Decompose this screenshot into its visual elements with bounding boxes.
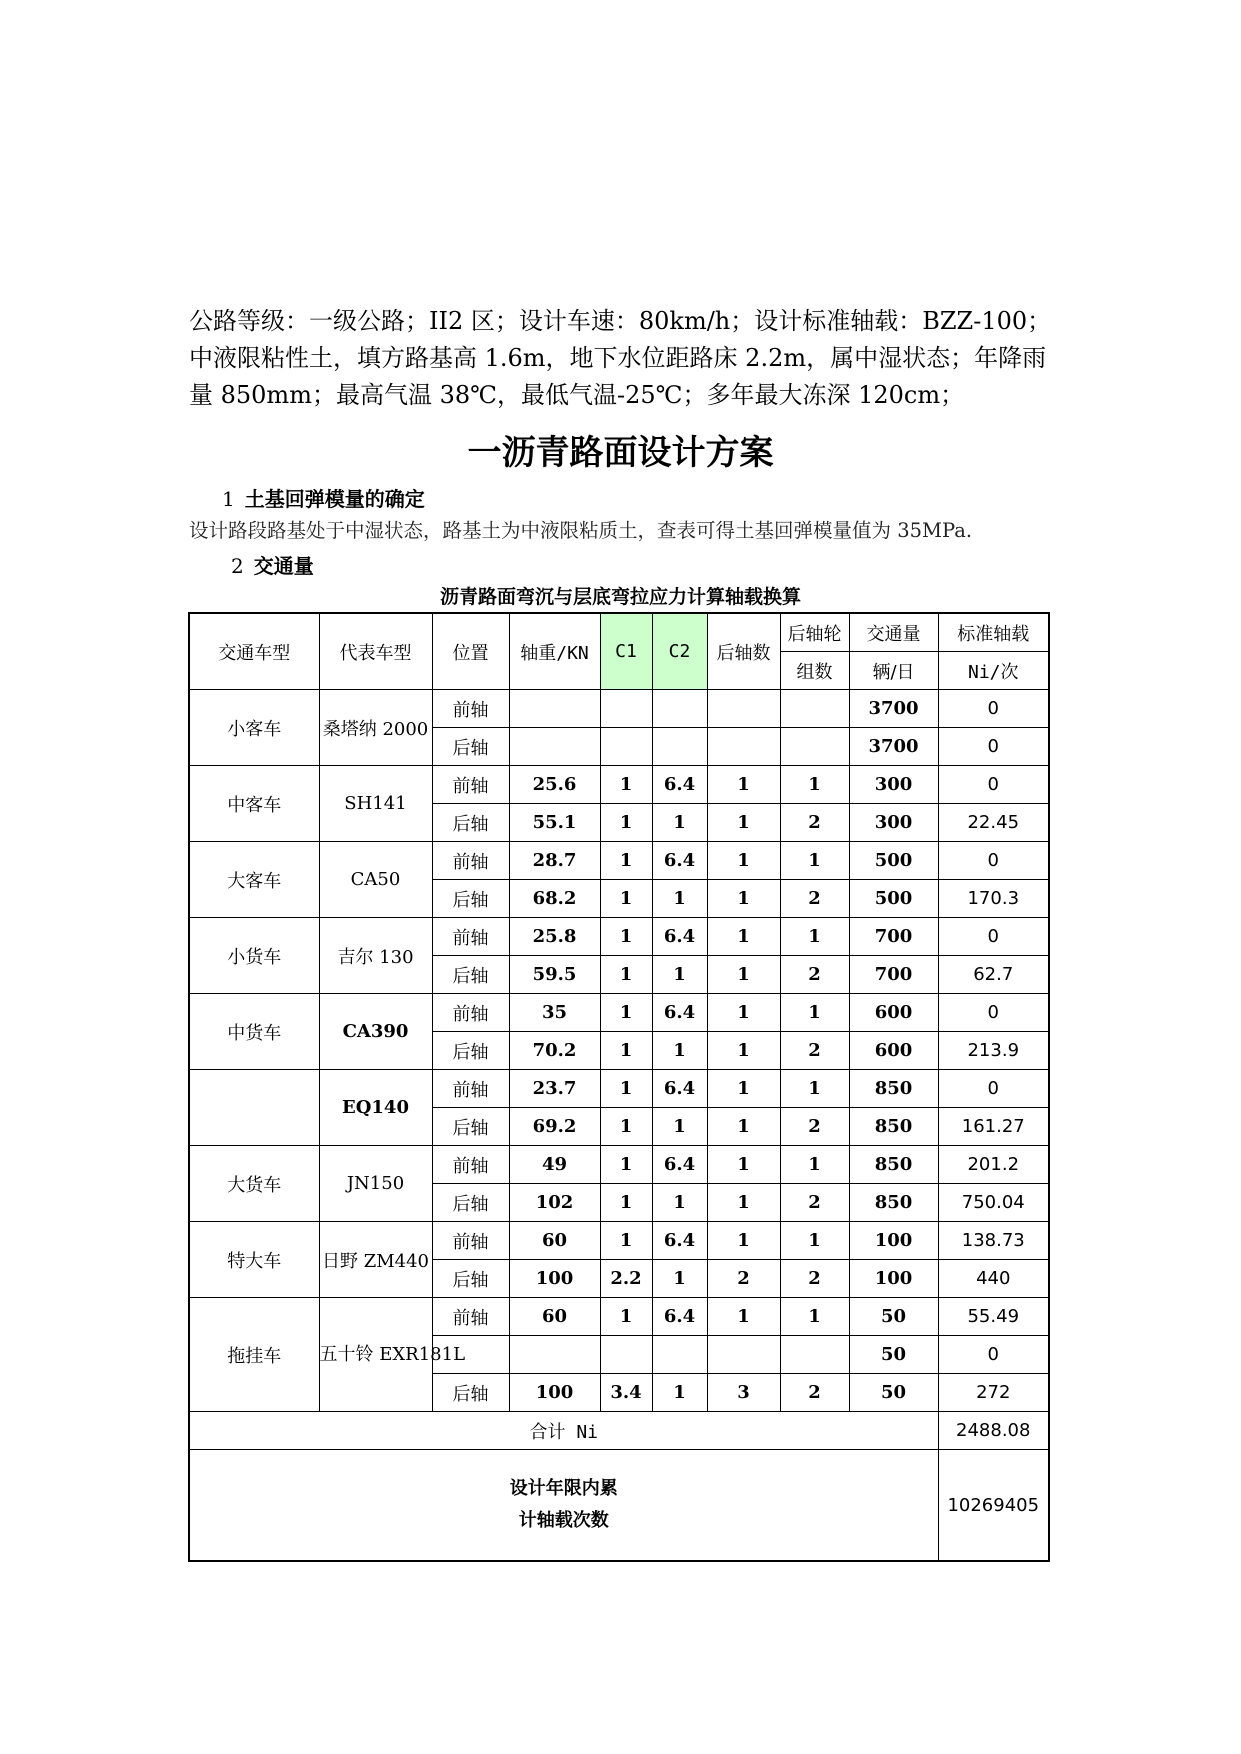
wheel-groups-cell: 1 bbox=[780, 842, 849, 880]
vehicle-type-cell bbox=[189, 1070, 319, 1146]
wheel-groups-cell: 2 bbox=[780, 956, 849, 994]
axle-weight-cell: 28.7 bbox=[509, 842, 600, 880]
c1-cell: 1 bbox=[600, 880, 652, 918]
c2-cell: 1 bbox=[652, 1108, 707, 1146]
model-cell: SH141 bbox=[319, 766, 432, 842]
col-header-traffic-bottom: 辆/日 bbox=[849, 652, 938, 690]
wheel-groups-cell: 1 bbox=[780, 1070, 849, 1108]
traffic-cell: 850 bbox=[849, 1108, 938, 1146]
col-header-wheel-groups-top: 后轴轮 bbox=[780, 613, 849, 652]
position-cell: 后轴 bbox=[432, 728, 509, 766]
wheel-groups-cell: 2 bbox=[780, 1184, 849, 1222]
section-2-title: 交通量 bbox=[253, 554, 314, 578]
c2-cell bbox=[652, 728, 707, 766]
wheel-groups-cell bbox=[780, 690, 849, 728]
col-header-c1: C1 bbox=[600, 613, 652, 690]
c2-cell: 1 bbox=[652, 1184, 707, 1222]
rear-axles-cell bbox=[707, 690, 780, 728]
wheel-groups-cell: 1 bbox=[780, 918, 849, 956]
rear-axles-cell: 1 bbox=[707, 842, 780, 880]
total-label bbox=[189, 1450, 938, 1562]
wheel-groups-cell: 1 bbox=[780, 766, 849, 804]
wheel-groups-cell: 1 bbox=[780, 1298, 849, 1336]
c2-cell: 6.4 bbox=[652, 842, 707, 880]
traffic-cell: 600 bbox=[849, 994, 938, 1032]
position-cell: 后轴 bbox=[432, 880, 509, 918]
position-cell: 前轴 bbox=[432, 842, 509, 880]
traffic-cell: 500 bbox=[849, 842, 938, 880]
traffic-cell: 50 bbox=[849, 1298, 938, 1336]
traffic-cell: 3700 bbox=[849, 690, 938, 728]
c1-cell: 1 bbox=[600, 1298, 652, 1336]
c1-cell bbox=[600, 728, 652, 766]
axle-weight-cell: 55.1 bbox=[509, 804, 600, 842]
axle-load-table bbox=[188, 612, 1050, 1562]
traffic-cell: 500 bbox=[849, 880, 938, 918]
c1-cell bbox=[600, 690, 652, 728]
c1-cell: 3.4 bbox=[600, 1374, 652, 1412]
position-cell: 前轴 bbox=[432, 766, 509, 804]
wheel-groups-cell: 2 bbox=[780, 1260, 849, 1298]
table-row bbox=[189, 766, 1049, 804]
table-row bbox=[189, 1298, 1049, 1336]
axle-weight-cell: 35 bbox=[509, 994, 600, 1032]
standard-load-cell: 170.3 bbox=[938, 880, 1049, 918]
model-cell: 桑塔纳 2000 bbox=[319, 690, 432, 766]
standard-load-cell: 161.27 bbox=[938, 1108, 1049, 1146]
c1-cell: 1 bbox=[600, 842, 652, 880]
position-cell: 后轴 bbox=[432, 956, 509, 994]
col-header-rear-axles: 后轴数 bbox=[707, 613, 780, 690]
total-value: 10269405 bbox=[938, 1450, 1049, 1562]
standard-load-cell: 0 bbox=[938, 842, 1049, 880]
section-1-number: 1 bbox=[222, 487, 235, 511]
c1-cell: 1 bbox=[600, 1032, 652, 1070]
vehicle-type-cell: 特大车 bbox=[189, 1222, 319, 1298]
rear-axles-cell: 1 bbox=[707, 1070, 780, 1108]
axle-weight-cell: 69.2 bbox=[509, 1108, 600, 1146]
vehicle-type-cell: 中货车 bbox=[189, 994, 319, 1070]
standard-load-cell: 0 bbox=[938, 1070, 1049, 1108]
table-body bbox=[189, 613, 1049, 1412]
position-cell: 前轴 bbox=[432, 1222, 509, 1260]
standard-load-cell: 750.04 bbox=[938, 1184, 1049, 1222]
axle-weight-cell: 70.2 bbox=[509, 1032, 600, 1070]
position-cell: 后轴 bbox=[432, 1184, 509, 1222]
intro-line-1: 公路等级：一级公路；II2 区；设计车速：80km/h；设计标准轴载：BZZ-100； bbox=[189, 307, 1052, 335]
table-row bbox=[189, 1222, 1049, 1260]
c1-cell: 2.2 bbox=[600, 1260, 652, 1298]
standard-load-cell: 0 bbox=[938, 918, 1049, 956]
col-header-position: 位置 bbox=[432, 613, 509, 690]
rear-axles-cell: 1 bbox=[707, 918, 780, 956]
sum-row bbox=[189, 1412, 1049, 1450]
c2-cell: 1 bbox=[652, 956, 707, 994]
c2-cell bbox=[652, 690, 707, 728]
rear-axles-cell: 1 bbox=[707, 1184, 780, 1222]
axle-weight-cell: 25.8 bbox=[509, 918, 600, 956]
c2-cell: 1 bbox=[652, 1374, 707, 1412]
rear-axles-cell: 1 bbox=[707, 880, 780, 918]
col-header-wheel-groups-bottom: 组数 bbox=[780, 652, 849, 690]
c2-cell: 6.4 bbox=[652, 1146, 707, 1184]
traffic-cell: 300 bbox=[849, 804, 938, 842]
axle-weight-cell: 25.6 bbox=[509, 766, 600, 804]
wheel-groups-cell bbox=[780, 1336, 849, 1374]
traffic-cell: 600 bbox=[849, 1032, 938, 1070]
c1-cell: 1 bbox=[600, 956, 652, 994]
axle-weight-cell bbox=[509, 690, 600, 728]
wheel-groups-cell: 1 bbox=[780, 1222, 849, 1260]
header-row bbox=[189, 613, 1049, 652]
axle-weight-cell: 60 bbox=[509, 1222, 600, 1260]
rear-axles-cell: 1 bbox=[707, 956, 780, 994]
table-row bbox=[189, 1070, 1049, 1108]
table-row bbox=[189, 1146, 1049, 1184]
standard-load-cell: 22.45 bbox=[938, 804, 1049, 842]
vehicle-type-cell: 小货车 bbox=[189, 918, 319, 994]
rear-axles-cell: 3 bbox=[707, 1374, 780, 1412]
traffic-cell: 100 bbox=[849, 1222, 938, 1260]
vehicle-type-cell: 小客车 bbox=[189, 690, 319, 766]
c1-cell: 1 bbox=[600, 1070, 652, 1108]
rear-axles-cell: 2 bbox=[707, 1260, 780, 1298]
standard-load-cell: 0 bbox=[938, 690, 1049, 728]
axle-weight-cell bbox=[509, 1336, 600, 1374]
traffic-cell: 700 bbox=[849, 956, 938, 994]
standard-load-cell: 440 bbox=[938, 1260, 1049, 1298]
rear-axles-cell: 1 bbox=[707, 804, 780, 842]
c1-cell: 1 bbox=[600, 804, 652, 842]
position-cell: 后轴 bbox=[432, 1374, 509, 1412]
position-cell: 前轴 bbox=[432, 1070, 509, 1108]
model-cell: CA390 bbox=[319, 994, 432, 1070]
standard-load-cell: 0 bbox=[938, 1336, 1049, 1374]
standard-load-cell: 0 bbox=[938, 728, 1049, 766]
model-cell: JN150 bbox=[319, 1146, 432, 1222]
c2-cell: 6.4 bbox=[652, 918, 707, 956]
wheel-groups-cell: 2 bbox=[780, 1374, 849, 1412]
section-2-heading bbox=[231, 550, 314, 579]
model-cell: 五十铃 EXR181L bbox=[319, 1298, 432, 1412]
rear-axles-cell bbox=[707, 728, 780, 766]
position-cell: 后轴 bbox=[432, 1032, 509, 1070]
vehicle-type-cell: 中客车 bbox=[189, 766, 319, 842]
table-row bbox=[189, 690, 1049, 728]
wheel-groups-cell: 2 bbox=[780, 1108, 849, 1146]
standard-load-cell: 272 bbox=[938, 1374, 1049, 1412]
wheel-groups-cell: 2 bbox=[780, 804, 849, 842]
rear-axles-cell: 1 bbox=[707, 1146, 780, 1184]
standard-load-cell: 0 bbox=[938, 766, 1049, 804]
table-row bbox=[189, 842, 1049, 880]
axle-weight-cell: 49 bbox=[509, 1146, 600, 1184]
model-cell: EQ140 bbox=[319, 1070, 432, 1146]
total-row bbox=[189, 1450, 1049, 1562]
traffic-cell: 50 bbox=[849, 1336, 938, 1374]
position-cell: 前轴 bbox=[432, 994, 509, 1032]
axle-weight-cell: 23.7 bbox=[509, 1070, 600, 1108]
sum-value: 2488.08 bbox=[938, 1412, 1049, 1450]
traffic-cell: 850 bbox=[849, 1146, 938, 1184]
c2-cell: 1 bbox=[652, 1260, 707, 1298]
traffic-cell: 700 bbox=[849, 918, 938, 956]
sum-label: 合计 Ni bbox=[189, 1412, 938, 1450]
col-header-standard-load-bottom: Ni/次 bbox=[938, 652, 1049, 690]
table-row bbox=[189, 918, 1049, 956]
c2-cell: 6.4 bbox=[652, 1298, 707, 1336]
vehicle-type-cell: 大客车 bbox=[189, 842, 319, 918]
project-conditions bbox=[189, 303, 1061, 414]
position-cell: 后轴 bbox=[432, 1108, 509, 1146]
vehicle-type-cell: 拖挂车 bbox=[189, 1298, 319, 1412]
c1-cell: 1 bbox=[600, 994, 652, 1032]
traffic-cell: 50 bbox=[849, 1374, 938, 1412]
rear-axles-cell: 1 bbox=[707, 1298, 780, 1336]
axle-weight-cell: 100 bbox=[509, 1374, 600, 1412]
standard-load-cell: 0 bbox=[938, 994, 1049, 1032]
wheel-groups-cell: 1 bbox=[780, 994, 849, 1032]
axle-weight-cell: 68.2 bbox=[509, 880, 600, 918]
c2-cell: 6.4 bbox=[652, 1222, 707, 1260]
model-cell: 吉尔 130 bbox=[319, 918, 432, 994]
position-cell: 前轴 bbox=[432, 1298, 509, 1336]
section-2-number: 2 bbox=[231, 554, 244, 578]
col-header-model: 代表车型 bbox=[319, 613, 432, 690]
wheel-groups-cell: 2 bbox=[780, 1032, 849, 1070]
position-cell: 前轴 bbox=[432, 690, 509, 728]
col-header-axle-weight: 轴重/KN bbox=[509, 613, 600, 690]
total-label-line-2: 计轴载次数 bbox=[518, 1510, 609, 1531]
axle-weight-cell bbox=[509, 728, 600, 766]
c2-cell: 1 bbox=[652, 804, 707, 842]
axle-weight-cell: 60 bbox=[509, 1298, 600, 1336]
section-1-heading bbox=[222, 483, 425, 512]
position-cell: 后轴 bbox=[432, 804, 509, 842]
intro-line-2: 中液限粘性土，填方路基高 1.6m，地下水位距路床 2.2m，属中湿状态；年降雨 bbox=[189, 344, 1047, 372]
rear-axles-cell: 1 bbox=[707, 766, 780, 804]
intro-line-3: 量 850mm；最高气温 38℃，最低气温-25℃；多年最大冻深 120cm； bbox=[189, 381, 965, 409]
axle-weight-cell: 59.5 bbox=[509, 956, 600, 994]
document-title: 一沥青路面设计方案 bbox=[467, 433, 774, 473]
c1-cell bbox=[600, 1336, 652, 1374]
c2-cell: 1 bbox=[652, 1032, 707, 1070]
col-header-standard-load-top: 标准轴载 bbox=[938, 613, 1049, 652]
c2-cell: 1 bbox=[652, 880, 707, 918]
c2-cell bbox=[652, 1336, 707, 1374]
col-header-traffic-top: 交通量 bbox=[849, 613, 938, 652]
model-cell: 日野 ZM440 bbox=[319, 1222, 432, 1298]
wheel-groups-cell: 2 bbox=[780, 880, 849, 918]
c2-cell: 6.4 bbox=[652, 994, 707, 1032]
col-header-type: 交通车型 bbox=[189, 613, 319, 690]
rear-axles-cell: 1 bbox=[707, 994, 780, 1032]
model-cell: CA50 bbox=[319, 842, 432, 918]
section-1-text: 设计路段路基处于中湿状态，路基土为中液限粘质土，查表可得土基回弹模量值为 35MPa. bbox=[189, 519, 973, 542]
position-cell: 后轴 bbox=[432, 1260, 509, 1298]
c2-cell: 6.4 bbox=[652, 1070, 707, 1108]
standard-load-cell: 138.73 bbox=[938, 1222, 1049, 1260]
table-footer bbox=[189, 1412, 1049, 1562]
table-row bbox=[189, 994, 1049, 1032]
traffic-cell: 100 bbox=[849, 1260, 938, 1298]
rear-axles-cell: 1 bbox=[707, 1108, 780, 1146]
c1-cell: 1 bbox=[600, 1184, 652, 1222]
section-1-title: 土基回弹模量的确定 bbox=[244, 487, 425, 511]
position-cell: 前轴 bbox=[432, 1146, 509, 1184]
wheel-groups-cell: 1 bbox=[780, 1146, 849, 1184]
c1-cell: 1 bbox=[600, 766, 652, 804]
c1-cell: 1 bbox=[600, 1146, 652, 1184]
vehicle-type-cell: 大货车 bbox=[189, 1146, 319, 1222]
position-cell: 前轴 bbox=[432, 918, 509, 956]
rear-axles-cell: 1 bbox=[707, 1222, 780, 1260]
standard-load-cell: 213.9 bbox=[938, 1032, 1049, 1070]
traffic-cell: 300 bbox=[849, 766, 938, 804]
wheel-groups-cell bbox=[780, 728, 849, 766]
axle-weight-cell: 100 bbox=[509, 1260, 600, 1298]
col-header-c2: C2 bbox=[652, 613, 707, 690]
rear-axles-cell: 1 bbox=[707, 1032, 780, 1070]
standard-load-cell: 201.2 bbox=[938, 1146, 1049, 1184]
c1-cell: 1 bbox=[600, 1222, 652, 1260]
traffic-cell: 850 bbox=[849, 1184, 938, 1222]
traffic-cell: 850 bbox=[849, 1070, 938, 1108]
traffic-cell: 3700 bbox=[849, 728, 938, 766]
total-label-line-1: 设计年限内累 bbox=[509, 1478, 618, 1499]
rear-axles-cell bbox=[707, 1336, 780, 1374]
c2-cell: 6.4 bbox=[652, 766, 707, 804]
c1-cell: 1 bbox=[600, 1108, 652, 1146]
standard-load-cell: 55.49 bbox=[938, 1298, 1049, 1336]
table-caption: 沥青路面弯沉与层底弯拉应力计算轴载换算 bbox=[439, 586, 801, 608]
axle-weight-cell: 102 bbox=[509, 1184, 600, 1222]
c1-cell: 1 bbox=[600, 918, 652, 956]
standard-load-cell: 62.7 bbox=[938, 956, 1049, 994]
